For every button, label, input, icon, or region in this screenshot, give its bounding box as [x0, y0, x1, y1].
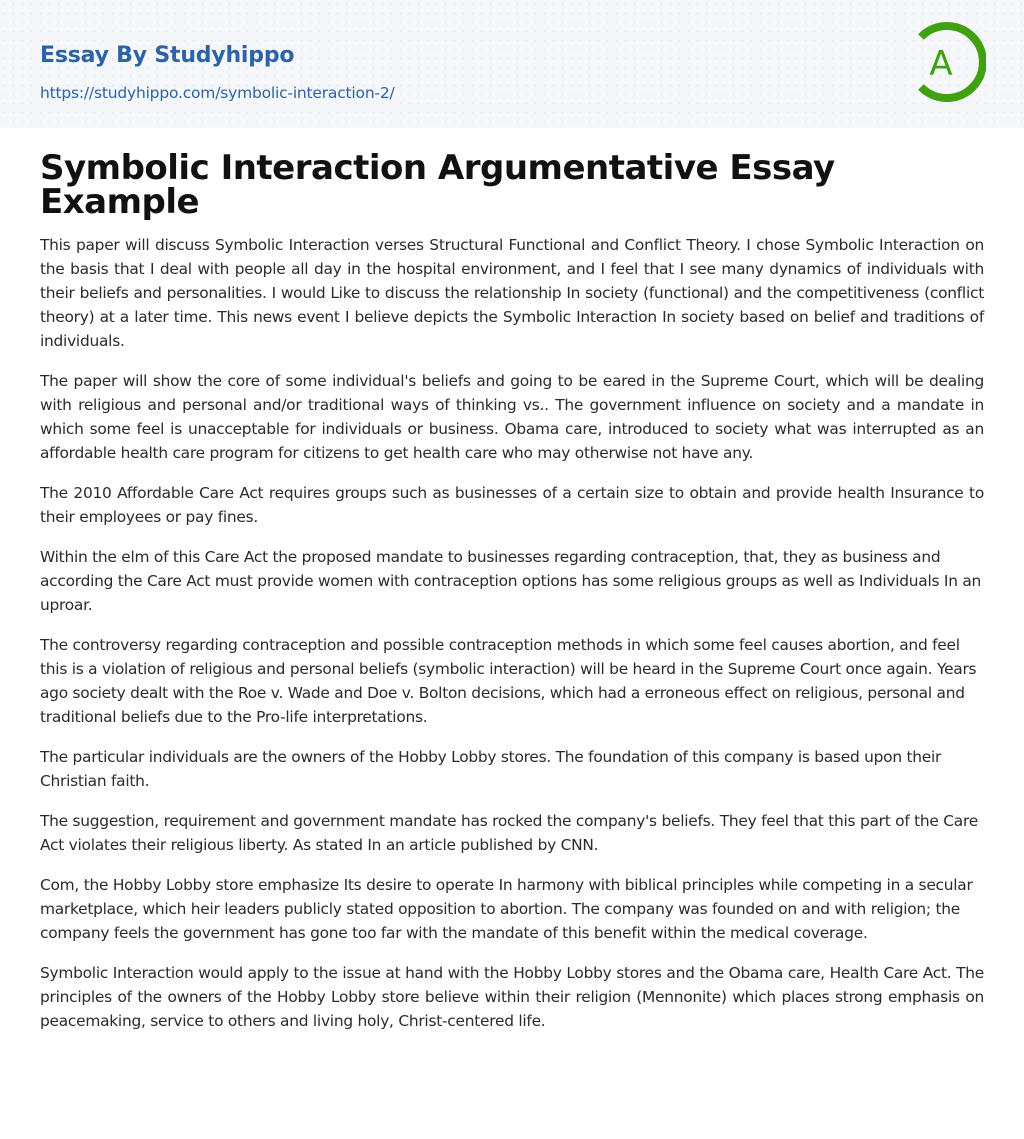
brand-title: Essay By Studyhippo [40, 43, 295, 68]
logo-letter: A [929, 44, 953, 84]
paragraph: The controversy regarding contraception and possible contraception methods in which some feel causes abortion, and feel this is a violation of religious and personal beliefs (symbolic interaction) will be heard in the Supreme Court once again. Years ago society dealt with the Roe v. Wade and Doe v. Bolton decisions, which had a erroneous effect on religious, personal and traditional beliefs due to the Pro-life interpretations. [40, 636, 977, 726]
paragraph: The particular individuals are the owners of the Hobby Lobby stores. The foundation of this company is based upon their Christian faith. [40, 748, 942, 790]
paragraph: The 2010 Affordable Care Act requires groups such as businesses of a certain size to obtain and provide health Insurance to their employees or pay fines. [40, 484, 984, 526]
site-header [0, 0, 1024, 128]
article [0, 148, 1024, 1033]
studyhippo-logo[interactable] [914, 20, 986, 104]
paragraph: Symbolic Interaction would apply to the issue at hand with the Hobby Lobby stores and the Obama care, Health Care Act. The principles of the owners of the Hobby Lobby store believe within their religion (Mennonite) which places strong emphasis on peacemaking, service to others and living holy, Christ-centered life. [40, 964, 984, 1030]
logo-icon [914, 20, 986, 104]
paragraph: The paper will show the core of some individual's beliefs and going to be eared in the Supreme Court, which will be dealing with religious and personal and/or traditional ways of thinking vs.. The government influence on society and a mandate in which some feel is unacceptable for individuals or business. Obama care, introduced to society what was interrupted as an affordable health care program for citizens to get health care who may otherwise not have any. [40, 372, 984, 462]
paragraph: Within the elm of this Care Act the proposed mandate to businesses regarding contraception, that, they as business and according the Care Act must provide women with contraception options has some religious groups as well as Individuals In an uproar. [40, 548, 982, 614]
paragraph: This paper will discuss Symbolic Interaction verses Structural Functional and Conflict Theory. I chose Symbolic Interaction on the basis that I deal with people all day in the hospital environment, and I feel that I see many dynamics of individuals with their beliefs and personalities. I would Like to discuss the relationship In society (functional) and the competitiveness (conflict theory) at a later time. This news event I believe depicts the Symbolic Interaction In society based on belief and traditions of individuals. [40, 236, 984, 350]
paragraph: The suggestion, requirement and government mandate has rocked the company's beliefs. They feel that this part of the Care Act violates their religious liberty. As stated In an article published by CNN. [40, 812, 978, 854]
paragraph: Com, the Hobby Lobby store emphasize Its desire to operate In harmony with biblical principles while competing in a secular marketplace, which heir leaders publicly stated opposition to abortion. The company was founded on and with religion; the company feels the government has gone too far with the mandate of this benefit within the medical coverage. [40, 876, 973, 942]
source-url-link[interactable]: https://studyhippo.com/symbolic-interaction-2/ [40, 84, 395, 102]
page-title: Symbolic Interaction Argumentative Essay Example [40, 148, 835, 222]
